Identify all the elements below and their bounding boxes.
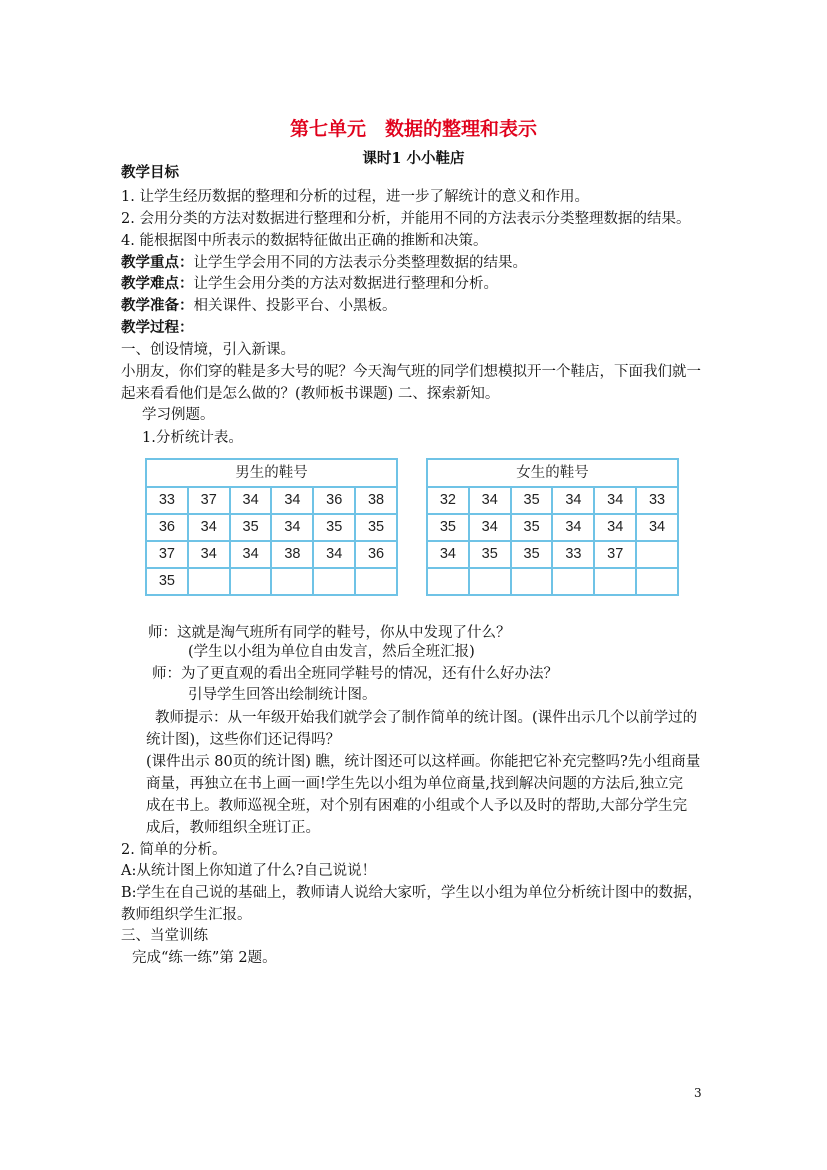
table-cell: 34: [189, 542, 231, 567]
table-cell: [272, 569, 314, 594]
difficulty: [121, 274, 498, 294]
table-cell: [595, 569, 637, 594]
table-row: [428, 542, 677, 569]
table-cell: 37: [147, 542, 189, 567]
table-cell: [231, 569, 273, 594]
difficulty-text: 让学生会用分类的方法对数据进行整理和分析。: [193, 276, 498, 292]
objective-item: 1. 让学生经历数据的整理和分析的过程，进一步了解统计的意义和作用。: [121, 189, 589, 205]
table-cell: 35: [512, 515, 554, 540]
objectives-heading: 教学目标: [121, 164, 179, 181]
paragraph-line: (学生以小组为单位自由发言，然后全班汇报): [188, 644, 475, 660]
table-cell: 34: [272, 515, 314, 540]
table-cell: 32: [428, 488, 470, 513]
table-cell: 36: [147, 515, 189, 540]
teacher-line: 师：为了更直观的看出全班同学鞋号的情况，还有什么好办法？: [152, 666, 558, 682]
table-cell: 35: [231, 515, 273, 540]
difficulty-label: 教学难点：: [121, 275, 194, 292]
table-cell: 34: [553, 515, 595, 540]
paragraph-line: 成在书上。教师巡视全班，对个别有困难的小组或个人予以及时的帮助,大部分学生完: [146, 798, 688, 814]
table-cell: 37: [595, 542, 637, 567]
table-cell: [512, 569, 554, 594]
objective-item: 2. 会用分类的方法对数据进行整理和分析，并能用不同的方法表示分类整理数据的结果。: [121, 211, 691, 227]
table-cell: 33: [553, 542, 595, 567]
table-cell: 33: [147, 488, 189, 513]
boys-shoe-size-table: [145, 458, 398, 596]
page-title: 第七单元 数据的整理和表示: [289, 118, 537, 140]
table-cell: 34: [648, 519, 666, 535]
preparation-label: 教学准备：: [121, 297, 194, 314]
table-row: [147, 515, 396, 542]
key-point: [121, 253, 527, 273]
table-cell: 37: [189, 488, 231, 513]
table-cell: 35: [367, 519, 385, 535]
key-point-text: 让学生学会用不同的方法表示分类整理数据的结果。: [193, 255, 527, 271]
table-row: [428, 515, 677, 542]
paragraph-line: 起来看看他们是怎么做的？(教师板书课题) 二、探索新知。: [121, 386, 500, 402]
table-cell: 34: [189, 515, 231, 540]
table-cell: 34: [231, 488, 273, 513]
table-cell: 34: [595, 488, 637, 513]
paragraph-line: 学习例题。: [142, 407, 215, 423]
table-cell: [637, 569, 677, 594]
table-row: [428, 488, 677, 515]
section-heading: 一、创设情境，引入新课。: [121, 342, 295, 358]
table-cell: 34: [470, 488, 512, 513]
page-number: 3: [694, 1086, 702, 1100]
paragraph-line: 1.分析统计表。: [142, 430, 243, 446]
preparation: [121, 296, 397, 316]
section-heading: 三、当堂训练: [121, 928, 208, 944]
paragraph-line: A:从统计图上你知道了什么?自己说说！: [121, 863, 377, 879]
table-cell: 34: [470, 515, 512, 540]
table-cell: 35: [428, 515, 470, 540]
table-cell: 38: [367, 492, 385, 508]
table-cell: [553, 569, 595, 594]
table-cell: 34: [272, 488, 314, 513]
table-cell: 35: [314, 515, 356, 540]
paragraph-line: (课件出示 80页的统计图) 瞧，统计图还可以这样画。你能把它补充完整吗?先小组商量: [146, 754, 701, 770]
table-cell: 34: [428, 542, 470, 567]
lesson-subtitle: 课时1 小小鞋店: [362, 150, 465, 167]
table-cell: 35: [147, 569, 189, 594]
preparation-text: 相关课件、投影平台、小黑板。: [193, 298, 397, 314]
objective-item: 4. 能根据图中所表示的数据特征做出正确的推断和决策。: [121, 233, 488, 249]
table-cell: 36: [367, 546, 385, 562]
table-cell: [314, 569, 356, 594]
process-heading: 教学过程：: [121, 319, 194, 336]
paragraph-line: 小朋友，你们穿的鞋是多大号的呢？今天淘气班的同学们想模拟开一个鞋店，下面我们就一: [121, 364, 701, 380]
girls-table-title: 女生的鞋号: [428, 460, 677, 488]
paragraph-line: 统计图)，这些你们还记得吗？: [146, 732, 341, 748]
table-cell: 38: [272, 542, 314, 567]
table-cell: [356, 569, 396, 594]
table-cell: 35: [512, 542, 554, 567]
paragraph-line: 成后，教师组织全班订正。: [146, 820, 320, 836]
table-cell: [428, 569, 470, 594]
table-cell: 34: [595, 515, 637, 540]
paragraph-line: 商量，再独立在书上画一画!学生先以小组为单位商量,找到解决问题的方法后,独立完: [146, 776, 684, 792]
table-row: [428, 569, 677, 594]
table-cell: 34: [553, 488, 595, 513]
paragraph-line: 引导学生回答出绘制统计图。: [188, 687, 377, 703]
table-cell: [637, 542, 677, 567]
table-cell: 34: [314, 542, 356, 567]
key-point-label: 教学重点：: [121, 254, 194, 271]
table-cell: [470, 569, 512, 594]
table-cell: 34: [231, 542, 273, 567]
table-cell: 35: [470, 542, 512, 567]
paragraph-line: 教师提示：从一年级开始我们就学会了制作简单的统计图。(课件出示几个以前学过的: [155, 710, 698, 726]
table-row: [147, 488, 396, 515]
teacher-line: 师：这就是淘气班所有同学的鞋号，你从中发现了什么？: [148, 625, 511, 641]
paragraph-line: 教师组织学生汇报。: [121, 907, 252, 923]
table-cell: 33: [648, 492, 666, 508]
paragraph-line: 完成“练一练”第 2题。: [132, 950, 277, 966]
girls-shoe-size-table: [426, 458, 679, 596]
table-row: [147, 542, 396, 569]
table-cell: [189, 569, 231, 594]
table-cell: 35: [512, 488, 554, 513]
boys-table-title: 男生的鞋号: [147, 460, 396, 488]
paragraph-line: B:学生在自己说的基础上，教师请人说给大家听，学生以小组为单位分析统计图中的数据，: [121, 885, 703, 901]
table-row: [147, 569, 396, 594]
section-heading: 2. 简单的分析。: [121, 842, 227, 858]
table-cell: 36: [314, 488, 356, 513]
